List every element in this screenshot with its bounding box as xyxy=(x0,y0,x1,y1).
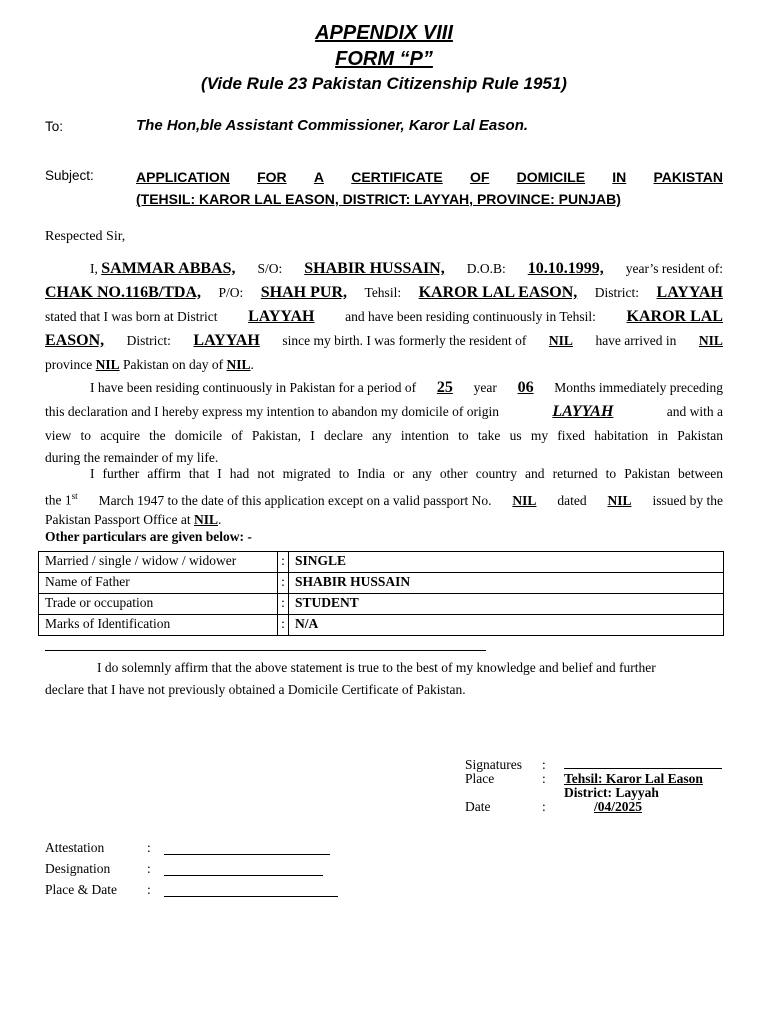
affirmation-line-1: I do solemnly affirm that the above statement is true to the best of my knowledge and belief and further xyxy=(97,660,656,675)
attestation-row: Attestation : xyxy=(45,840,345,860)
particulars-table xyxy=(38,551,724,636)
affirmation-paragraph xyxy=(45,657,723,701)
place-date-blank[interactable] xyxy=(164,896,338,897)
passport-date: NIL xyxy=(607,492,632,508)
para1-line-5: province NIL Pakistan on day of NIL. xyxy=(45,357,254,372)
declaration-paragraph-1 xyxy=(45,258,723,376)
particulars-heading: Other particulars are given below: - xyxy=(45,529,252,544)
particular-colon: : xyxy=(278,615,289,636)
addressee-text: The Hon,ble Assistant Commissioner, Karor Lal Eason. xyxy=(136,117,529,134)
subject-word: IN xyxy=(612,169,627,185)
designation-blank[interactable] xyxy=(164,875,323,876)
residence-months: 06 xyxy=(517,379,534,396)
domicile-of-origin: LAYYAH xyxy=(552,403,614,420)
para1-line-4: EASON, District: LAYYAH since my birth. I was formerly the resident of NIL have arrived in NIL xyxy=(45,330,723,354)
para2-line-1: I have been residing continuously in Pakistan for a period of 25 year 06 Months immediately preceding xyxy=(45,377,723,401)
to-label: To: xyxy=(45,119,64,134)
para3-line-1: I further affirm that I had not migrated to India or any other country and returned to Pakistan between xyxy=(90,466,723,481)
particular-label: Trade or occupation xyxy=(39,594,278,615)
father-name: SHABIR HUSSAIN, xyxy=(304,260,445,277)
date-of-birth: 10.10.1999, xyxy=(527,260,604,277)
para2-line-4: during the remainder of my life. xyxy=(45,450,219,465)
passport-office: NIL xyxy=(193,512,218,527)
table-row xyxy=(39,615,724,636)
place-value-district: District: Layyah xyxy=(564,785,659,800)
residing-tehsil: KAROR LAL xyxy=(626,308,723,325)
para1-line-2: CHAK NO.116B/TDA, P/O: SHAH PUR, Tehsil: KAROR LAL EASON, District: LAYYAH xyxy=(45,282,723,306)
table-row xyxy=(39,552,724,573)
form-heading: FORM “P” xyxy=(335,48,433,70)
appendix-heading: APPENDIX VIII xyxy=(315,22,453,44)
subject-label: Subject: xyxy=(45,168,94,183)
tehsil: KAROR LAL EASON, xyxy=(418,284,578,301)
para2-line-3: view to acquire the domicile of Pakistan, I declare any intention to take us my fixed habitation in Pakistan xyxy=(45,428,723,443)
resident-of: CHAK NO.116B/TDA, xyxy=(45,284,202,301)
residence-years: 25 xyxy=(436,379,453,396)
date-value: /04/2025 xyxy=(594,799,643,814)
particular-label: Married / single / widow / widower xyxy=(39,552,278,573)
subject-word: DOMICILE xyxy=(516,169,586,185)
subject-word: APPLICATION xyxy=(136,169,230,185)
rule-subheading: (Vide Rule 23 Pakistan Citizenship Rule 1951) xyxy=(201,74,567,93)
particular-value: SHABIR HUSSAIN xyxy=(289,573,724,594)
place-value-tehsil: Tehsil: Karor Lal Eason xyxy=(564,771,703,786)
para3-line-3: Pakistan Passport Office at NIL. xyxy=(45,512,222,527)
attestation-blank[interactable] xyxy=(164,854,330,855)
subject-word: CERTIFICATE xyxy=(351,169,443,185)
table-row xyxy=(39,573,724,594)
particular-value: N/A xyxy=(289,615,724,636)
applicant-name: SAMMAR ABBAS, xyxy=(101,260,236,277)
particular-label: Name of Father xyxy=(39,573,278,594)
divider-line xyxy=(45,650,486,651)
declaration-paragraph-3 xyxy=(45,463,723,531)
salutation: Respected Sir, xyxy=(45,229,126,244)
signature-line[interactable] xyxy=(564,768,722,769)
subject-line-1 xyxy=(136,166,723,188)
place-date-row: Place & Date : xyxy=(45,882,345,902)
passport-number: NIL xyxy=(512,492,537,508)
particular-colon: : xyxy=(278,573,289,594)
district: LAYYAH xyxy=(656,284,723,301)
declaration-paragraph-2 xyxy=(45,377,723,469)
particular-colon: : xyxy=(278,552,289,573)
subject-word: OF xyxy=(469,169,490,185)
post-office: SHAH PUR, xyxy=(260,284,348,301)
para3-line-2: the 1st March 1947 to the date of this application except on a valid passport No. NIL dated NIL issued by the xyxy=(45,485,723,509)
subject-word: A xyxy=(313,169,324,185)
particular-label: Marks of Identification xyxy=(39,615,278,636)
subject-word: PAKISTAN xyxy=(653,169,723,185)
table-row xyxy=(39,594,724,615)
subject-line-2: (TEHSIL: KAROR LAL EASON, DISTRICT: LAYYAH, PROVINCE: PUNJAB) xyxy=(136,191,621,207)
para2-line-2: this declaration and I hereby express my intention to abandon my domicile of origin LAYYAH and with a xyxy=(45,401,723,425)
residing-district: LAYYAH xyxy=(193,332,260,349)
affirmation-line-2: declare that I have not previously obtained a Domicile Certificate of Pakistan. xyxy=(45,682,466,697)
particular-value: SINGLE xyxy=(289,552,724,573)
domicile-application-form: APPENDIX VIII FORM “P” (Vide Rule 23 Pakistan Citizenship Rule 1951) To: The Hon,ble Assistant Commissioner, Karor Lal Eason. Subject: APPLICATION FOR A CERTIFICATE OF DOMICILE IN PAKISTAN (TEHSIL: KAROR LAL EASON, DISTRICT: LAYYAH, PROVINCE: PUNJAB) Respected Sir, I, SAMMAR ABBAS, S/O: SHABIR HUSSAIN, D.O.B: 10.10.1999, year’s resident of: CHAK NO.116B/TDA, P/O: SHAH PUR, Tehsil: KAROR LAL EASON, District: LAYYAH stated that I was born at District LAYYAH and have been residing continuously in Tehsil: KAROR LAL EASON, District: LAYYAH since my birth. I was formerly the resident of NIL have arrived in NIL province NIL Pakistan on day of NIL. I have been residing continuously in Pakistan for a period of 25 year 06 Months immediately preceding this declaration and I hereby express my intention to abandon my domicile of origin LAYYAH and with a view to acquire the domicile of Pakistan, I declare any intention to take us my fixed habitation in Pakistan during the remainder of my life. I further affirm that I had not migrated to India or any other country and returned to Pakistan between the 1st March 1947 to the date of this application except on a valid passport No. NIL dated NIL issued by the Pakistan Passport Office at NIL. Other particulars are given below: - Married / single / widow / widower : SINGLE Name of Father : SHABIR HUSSAIN Trade or occupation : STUDENT Marks of Identification : N/A I do solemnly affirm that the above statement is true to the best of my knowledge and belief and further declare that I have not previously obtained a Domicile Certificate of Pakistan. Signatures : Place : Tehsil: Karor Lal Eason District: Layyah Date : /04/2025 Attestation : Designation : Place & Date : xyxy=(0,0,768,1024)
particular-value: STUDENT xyxy=(289,594,724,615)
particular-colon: : xyxy=(278,594,289,615)
subject-word: FOR xyxy=(257,169,287,185)
subject-text xyxy=(136,166,723,210)
para1-line-3: stated that I was born at District LAYYAH and have been residing continuously in Tehsil: KAROR LAL xyxy=(45,306,723,330)
designation-row: Designation : xyxy=(45,861,345,881)
birth-district: LAYYAH xyxy=(248,308,315,325)
para1-line-1: I, SAMMAR ABBAS, S/O: SHABIR HUSSAIN, D.O.B: 10.10.1999, year’s resident of: xyxy=(45,258,723,282)
